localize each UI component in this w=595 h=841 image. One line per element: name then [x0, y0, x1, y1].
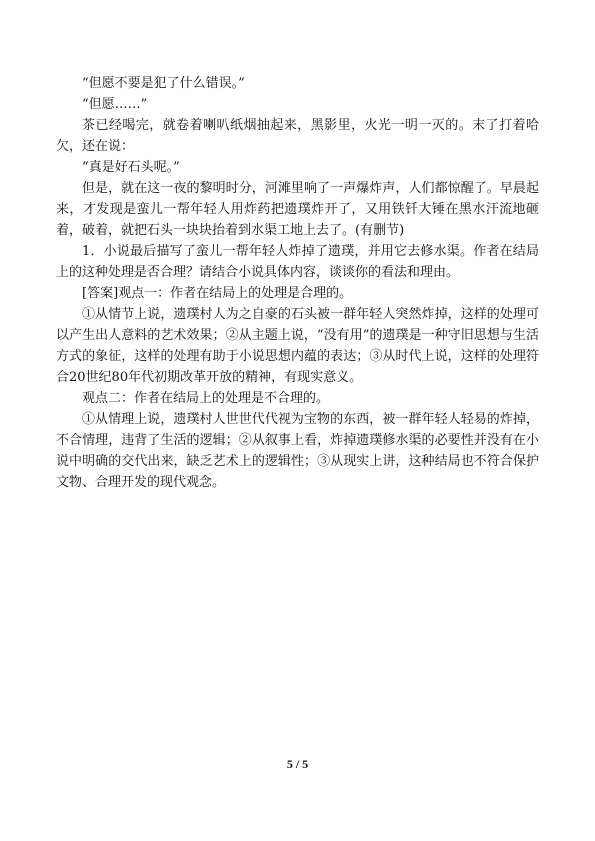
dialogue-line: “真是好石头呢。”: [82, 160, 180, 175]
answer-heading: 观点二：作者在结局上的处理是不合理的。: [82, 391, 330, 406]
page-number: 5 / 5: [286, 757, 309, 771]
document-body: [56, 73, 539, 493]
answer-paragraph: ①从情节上说，遗璞村人为之自豪的石头被一群年轻人突然炸掉，这样的处理可以产生出人意料的艺术效果；②从主题上说，“没有用”的遗璞是一种守旧思想与生活方式的象征，这样的处理有助于小说思想内蕴的表达；③从时代上说，这样的处理符合20世纪80年代初期改革开放的精神，有现实意义。: [56, 307, 539, 385]
answer-heading: [答案]观点一：作者在结局上的处理是合理的。: [82, 286, 353, 301]
question-paragraph: 1．小说最后描写了蛮儿一帮年轻人炸掉了遗璞，并用它去修水渠。作者在结局上的这种处理是否合理？请结合小说具体内容，谈谈你的看法和理由。: [56, 244, 539, 280]
narrative-paragraph: 但是，就在这一夜的黎明时分，河滩里响了一声爆炸声，人们都惊醒了。早晨起来，才发现是蛮儿一帮年轻人用炸药把遗璞炸开了，又用铁钎大锤在黑水汗流地砸着，破着，就把石头一块块抬着到水渠工地上去了。(有删节): [56, 181, 539, 238]
dialogue-line: “但愿……”: [82, 97, 148, 112]
narrative-paragraph: 茶已经喝完，就卷着喇叭纸烟抽起来，黑影里，火光一明一灭的。末了打着哈欠，还在说：: [56, 118, 539, 154]
dialogue-line: “但愿不要是犯了什么错误。”: [82, 76, 245, 91]
answer-paragraph: ①从情理上说，遗璞村人世世代代视为宝物的东西，被一群年轻人轻易的炸掉，不合情理，违背了生活的逻辑；②从叙事上看，炸掉遗璞修水渠的必要性并没有在小说中明确的交代出来，缺乏艺术上的逻辑性；③从现实上讲，这种结局也不符合保护文物、合理开发的现代观念。: [56, 412, 539, 490]
